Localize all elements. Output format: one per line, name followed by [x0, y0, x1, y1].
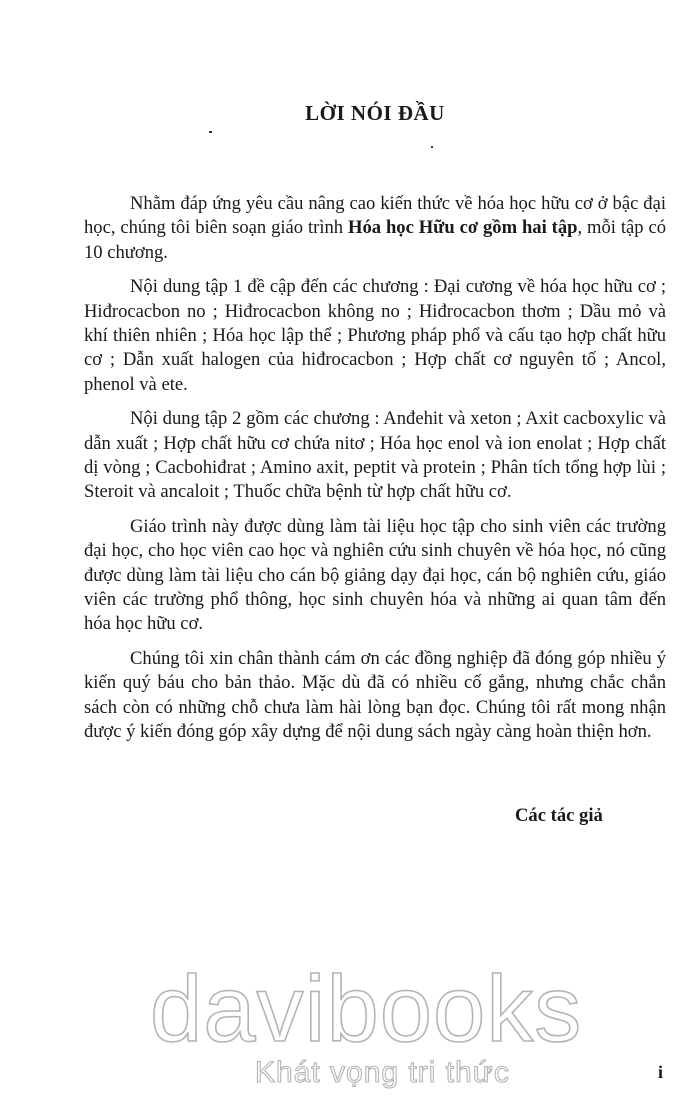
paragraph-1-text: Nhằm đáp ứng yêu cầu nâng cao kiến thức về hóa học hữu cơ ở bậc đại học, chúng tôi biên soạn giáo trình: [84, 193, 666, 239]
paragraph-3: Nội dung tập 2 gồm các chương : Anđehit và xeton ; Axit cacboxylic và dẫn xuất ; Hợp chất hữu cơ chứa nitơ ; Hóa học enol và ion enolat ; Hợp chất dị vòng ; Cacbohiđrat ; Amino axit, peptit và protein ; Phân tích tổng hợp lùi ; Steroit và ancaloit ; Thuốc chữa bệnh từ hợp chất hữu cơ.: [84, 408, 666, 503]
paragraph-4: Giáo trình này được dùng làm tài liệu học tập cho sinh viên các trường đại học, cho học viên cao học và nghiên cứu sinh chuyên về hóa học, nó cũng được dùng làm tài liệu cho cán bộ giảng dạy đại học, cán bộ nghiên cứu, giáo viên các trường phổ thông, học sinh chuyên hóa và những ai quan tâm đến hóa học hữu cơ.: [84, 516, 666, 635]
page-title: LỜI NÓI ĐẦU: [305, 101, 445, 125]
preface-body: [84, 192, 666, 755]
paragraph-5: Chúng tôi xin chân thành cám ơn các đồng nghiệp đã đóng góp nhiều ý kiến quý báu cho bản thảo. Mặc dù đã có nhiều cố gắng, nhưng chắc chắn sách còn có những chỗ chưa làm hài lòng bạn đọc. Chúng tôi rất mong nhận được ý kiến đóng góp xây dựng để nội dung sách ngày càng hoàn thiện hơn.: [84, 648, 666, 742]
watermark-brand: davibooks: [150, 956, 583, 1061]
paragraph-1-tail: , mỗi tập có 10 chương.: [84, 217, 666, 263]
paragraph-2: Nội dung tập 1 đề cập đến các chương : Đại cương về hóa học hữu cơ ; Hiđrocacbon no ; Hiđrocacbon không no ; Hiđrocacbon thơm ; Dầu mỏ và khí thiên nhiên ; Hóa học lập thể ; Phương pháp phổ và cấu tạo hợp chất hữu cơ ; Dẫn xuất halogen của hiđrocacbon ; Hợp chất cơ nguyên tố ; Ancol, phenol và ete.: [84, 276, 666, 395]
scan-speck: [209, 131, 212, 133]
scan-speck: [431, 146, 433, 148]
paragraph-1-bold: Hóa học Hữu cơ gồm hai tập: [348, 217, 578, 239]
watermark-slogan: Khát vọng tri thức: [255, 1056, 510, 1089]
page-number: i: [658, 1062, 664, 1082]
signature: Các tác giả: [515, 805, 603, 826]
paragraph-1: [84, 192, 666, 265]
